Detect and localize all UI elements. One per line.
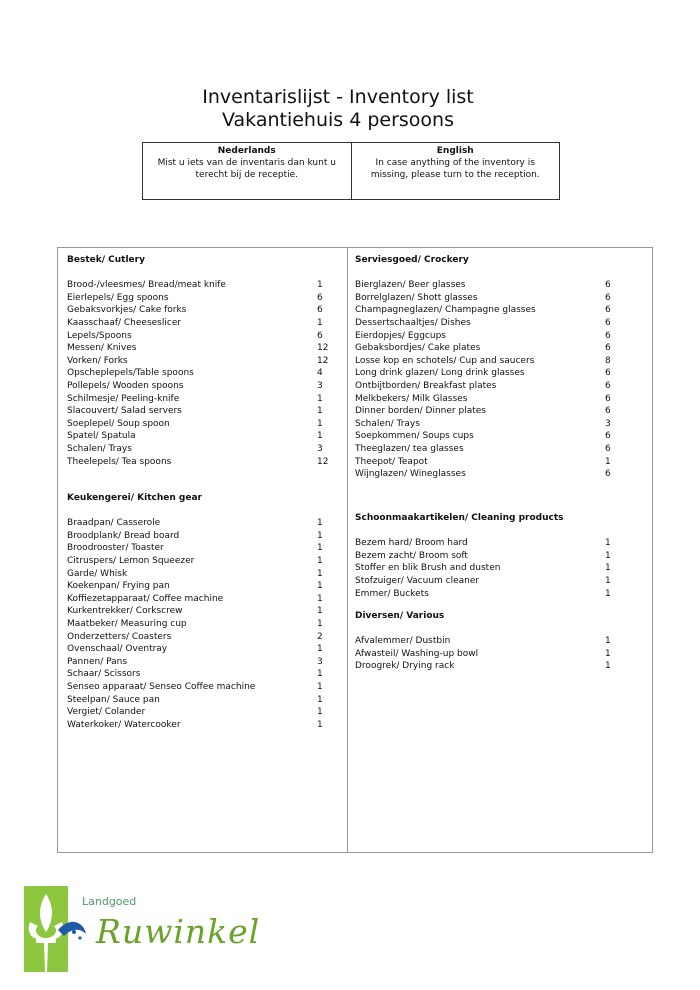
inventory-row <box>67 668 323 681</box>
inventory-row <box>67 304 323 317</box>
item-quantity: 6 <box>605 368 611 379</box>
item-quantity: 6 <box>605 317 611 328</box>
item-quantity: 6 <box>605 380 611 391</box>
inventory-row <box>355 355 611 368</box>
inventory-row <box>67 418 323 431</box>
item-name: Onderzetters/ Coasters <box>67 631 172 642</box>
inventory-row <box>67 580 323 593</box>
item-name: Schalen/ Trays <box>67 443 132 454</box>
item-quantity: 1 <box>317 317 323 328</box>
item-quantity: 1 <box>317 518 323 529</box>
item-name: Theepot/ Teapot <box>355 456 428 467</box>
item-quantity: 1 <box>317 606 323 617</box>
item-name: Broodplank/ Bread board <box>67 530 180 541</box>
item-name: Senseo apparaat/ Senseo Coffee machine <box>67 681 256 692</box>
item-name: Long drink glazen/ Long drink glasses <box>355 368 525 379</box>
item-quantity: 1 <box>317 543 323 554</box>
item-quantity: 1 <box>605 575 611 586</box>
inventory-row <box>355 292 611 305</box>
inventory-row <box>355 330 611 343</box>
item-name: Eierdopjes/ Eggcups <box>355 330 446 341</box>
item-name: Eierlepels/ Egg spoons <box>67 292 169 303</box>
item-quantity: 1 <box>317 719 323 730</box>
item-name: Waterkoker/ Watercooker <box>67 719 181 730</box>
inventory-row <box>67 605 323 618</box>
inventory-row <box>355 430 611 443</box>
item-name: Bierglazen/ Beer glasses <box>355 280 466 291</box>
inventory-row <box>67 317 323 330</box>
item-name: Dinner borden/ Dinner plates <box>355 406 486 417</box>
inventory-row <box>355 648 611 661</box>
item-name: Losse kop en schotels/ Cup and saucers <box>355 355 535 366</box>
section-heading: Serviesgoed/ Crockery <box>355 255 469 265</box>
item-name: Garde/ Whisk <box>67 568 128 579</box>
item-quantity: 6 <box>317 330 323 341</box>
item-quantity: 6 <box>605 443 611 454</box>
item-name: Koffiezetapparaat/ Coffee machine <box>67 593 224 604</box>
item-name: Ontbijtborden/ Breakfast plates <box>355 380 497 391</box>
inventory-row <box>67 430 323 443</box>
item-quantity: 1 <box>317 593 323 604</box>
item-quantity: 1 <box>317 618 323 629</box>
item-name: Gebaksvorkjes/ Cake forks <box>67 305 187 316</box>
item-quantity: 1 <box>317 393 323 404</box>
item-name: Schalen/ Trays <box>355 418 420 429</box>
item-name: Borrelglazen/ Shott glasses <box>355 292 478 303</box>
inventory-row <box>67 292 323 305</box>
item-quantity: 6 <box>317 305 323 316</box>
item-quantity: 6 <box>605 280 611 291</box>
item-name: Bezem zacht/ Broom soft <box>355 550 468 561</box>
logo-small-text: Landgoed <box>82 895 137 908</box>
inventory-row <box>355 575 611 588</box>
inventory-row <box>355 317 611 330</box>
inventory-row <box>355 279 611 292</box>
item-quantity: 1 <box>317 568 323 579</box>
item-name: Afwasteil/ Washing-up bowl <box>355 648 479 659</box>
inventory-row <box>67 706 323 719</box>
item-name: Gebaksbordjes/ Cake plates <box>355 343 481 354</box>
inventory-row <box>355 468 611 481</box>
inventory-row <box>67 330 323 343</box>
item-name: Steelpan/ Sauce pan <box>67 694 160 705</box>
item-name: Messen/ Knives <box>67 343 137 354</box>
item-quantity: 1 <box>605 538 611 549</box>
section-heading: Diversen/ Various <box>355 611 445 621</box>
item-name: Droogrek/ Drying rack <box>355 661 455 672</box>
section-cutlery <box>67 254 329 468</box>
section-kitchen-gear <box>67 492 323 731</box>
item-name: Pollepels/ Wooden spoons <box>67 380 184 391</box>
item-quantity: 1 <box>605 563 611 574</box>
item-quantity: 1 <box>317 681 323 692</box>
inventory-row <box>67 542 323 555</box>
item-quantity: 1 <box>317 418 323 429</box>
item-quantity: 1 <box>317 707 323 718</box>
item-quantity: 1 <box>317 530 323 541</box>
inventory-row <box>355 660 611 673</box>
inventory-row <box>355 380 611 393</box>
item-name: Theelepels/ Tea spoons <box>67 456 172 467</box>
item-name: Kaasschaaf/ Cheeseslicer <box>67 317 182 328</box>
item-name: Vergiet/ Colander <box>67 707 146 718</box>
notice-dutch <box>143 143 351 199</box>
inventory-row <box>67 694 323 707</box>
item-quantity: 6 <box>605 431 611 442</box>
inventory-row <box>67 456 329 469</box>
item-name: Spatel/ Spatula <box>67 431 136 442</box>
item-quantity: 3 <box>317 443 323 454</box>
item-quantity: 6 <box>605 330 611 341</box>
section-various <box>355 610 611 673</box>
item-quantity: 12 <box>317 343 329 354</box>
item-quantity: 6 <box>605 305 611 316</box>
inventory-row <box>355 588 611 601</box>
section-heading: Bestek/ Cutlery <box>67 255 145 265</box>
section-heading: Keukengerei/ Kitchen gear <box>67 493 202 503</box>
inventory-row <box>355 304 611 317</box>
item-quantity: 1 <box>605 588 611 599</box>
inventory-table <box>57 247 653 853</box>
item-quantity: 6 <box>605 343 611 354</box>
section-heading: Schoonmaakartikelen/ Cleaning products <box>355 513 564 523</box>
item-name: Stoffer en blik Brush and dusten <box>355 563 501 574</box>
item-quantity: 1 <box>317 280 323 291</box>
item-quantity: 3 <box>317 380 323 391</box>
item-name: Dessertschaaltjes/ Dishes <box>355 317 471 328</box>
logo-big-text: Ruwinkel <box>96 912 261 951</box>
item-quantity: 1 <box>605 661 611 672</box>
item-name: Maatbeker/ Measuring cup <box>67 618 187 629</box>
item-quantity: 6 <box>317 292 323 303</box>
item-name: Soepkommen/ Soups cups <box>355 431 474 442</box>
inventory-row <box>355 393 611 406</box>
inventory-row <box>355 456 611 469</box>
inventory-row <box>355 418 611 431</box>
item-quantity: 1 <box>317 555 323 566</box>
inventory-row <box>355 443 611 456</box>
item-name: Brood-/vleesmes/ Bread/meat knife <box>67 280 226 291</box>
item-quantity: 1 <box>317 581 323 592</box>
item-quantity: 12 <box>317 456 329 467</box>
item-name: Lepels/Spoons <box>67 330 132 341</box>
item-name: Broodrooster/ Toaster <box>67 543 164 554</box>
column-divider <box>347 248 348 852</box>
section-crockery <box>355 254 611 481</box>
inventory-row <box>67 631 323 644</box>
item-name: Champagneglazen/ Champagne glasses <box>355 305 536 316</box>
item-name: Schilmesje/ Peeling-knife <box>67 393 180 404</box>
item-name: Braadpan/ Casserole <box>67 518 161 529</box>
inventory-row <box>355 537 611 550</box>
item-name: Vorken/ Forks <box>67 355 128 366</box>
item-name: Theeglazen/ tea glasses <box>355 443 464 454</box>
inventory-row <box>355 342 611 355</box>
inventory-row <box>67 355 329 368</box>
item-quantity: 8 <box>605 355 611 366</box>
item-name: Citruspers/ Lemon Squeezer <box>67 555 195 566</box>
inventory-row <box>355 635 611 648</box>
item-quantity: 3 <box>605 418 611 429</box>
inventory-row <box>67 530 323 543</box>
inventory-row <box>67 405 323 418</box>
notice-english-text: In case anything of the inventory is missing, please turn to the reception. <box>370 158 540 180</box>
notice-dutch-heading: Nederlands <box>217 146 276 156</box>
inventory-row <box>67 342 329 355</box>
notice-dutch-text: Mist u iets van de inventaris dan kunt u terecht bij de receptie. <box>157 158 336 180</box>
inventory-row <box>355 405 611 418</box>
inventory-row <box>67 517 323 530</box>
item-name: Emmer/ Buckets <box>355 588 429 599</box>
inventory-row <box>67 393 323 406</box>
item-quantity: 1 <box>605 550 611 561</box>
inventory-row <box>67 643 323 656</box>
inventory-row <box>67 656 323 669</box>
inventory-row <box>67 618 323 631</box>
item-name: Ovenschaal/ Oventray <box>67 644 168 655</box>
item-quantity: 2 <box>317 631 323 642</box>
inventory-row <box>355 550 611 563</box>
inventory-row <box>67 367 323 380</box>
inventory-row <box>355 367 611 380</box>
item-name: Opscheplepels/Table spoons <box>67 368 194 379</box>
inventory-row <box>67 555 323 568</box>
item-quantity: 1 <box>605 636 611 647</box>
section-cleaning-products <box>355 512 611 600</box>
item-name: Wijnglazen/ Wineglasses <box>355 469 466 480</box>
inventory-row <box>67 593 323 606</box>
item-quantity: 6 <box>605 406 611 417</box>
item-name: Bezem hard/ Broom hard <box>355 538 468 549</box>
item-quantity: 1 <box>317 694 323 705</box>
item-quantity: 1 <box>317 406 323 417</box>
inventory-row <box>355 562 611 575</box>
inventory-row <box>67 681 323 694</box>
item-name: Melkbekers/ Milk Glasses <box>355 393 468 404</box>
inventory-row <box>67 279 323 292</box>
item-name: Koekenpan/ Frying pan <box>67 581 170 592</box>
item-quantity: 4 <box>317 368 323 379</box>
item-quantity: 3 <box>317 656 323 667</box>
item-name: Kurkentrekker/ Corkscrew <box>67 606 183 617</box>
item-name: Stofzuiger/ Vacuum cleaner <box>355 575 480 586</box>
notice-box <box>142 142 560 200</box>
inventory-row <box>67 380 323 393</box>
item-quantity: 1 <box>317 431 323 442</box>
item-name: Schaar/ Scissors <box>67 669 141 680</box>
inventory-row <box>67 443 323 456</box>
page-title: Inventarislijst - Inventory list <box>202 86 474 108</box>
item-quantity: 6 <box>605 393 611 404</box>
item-name: Afvalemmer/ Dustbin <box>355 636 451 647</box>
notice-english-heading: English <box>436 146 474 156</box>
item-quantity: 1 <box>605 456 611 467</box>
item-name: Pannen/ Pans <box>67 656 128 667</box>
inventory-row <box>67 719 323 732</box>
item-name: Soeplepel/ Soup spoon <box>67 418 170 429</box>
notice-english <box>351 143 560 199</box>
inventory-row <box>67 568 323 581</box>
item-quantity: 6 <box>605 469 611 480</box>
item-name: Slacouvert/ Salad servers <box>67 406 182 417</box>
page-subtitle: Vakantiehuis 4 persoons <box>221 109 455 131</box>
item-quantity: 12 <box>317 355 329 366</box>
item-quantity: 1 <box>317 669 323 680</box>
item-quantity: 1 <box>605 648 611 659</box>
item-quantity: 1 <box>317 644 323 655</box>
landgoed-ruwinkel-logo <box>24 886 261 972</box>
item-quantity: 6 <box>605 292 611 303</box>
